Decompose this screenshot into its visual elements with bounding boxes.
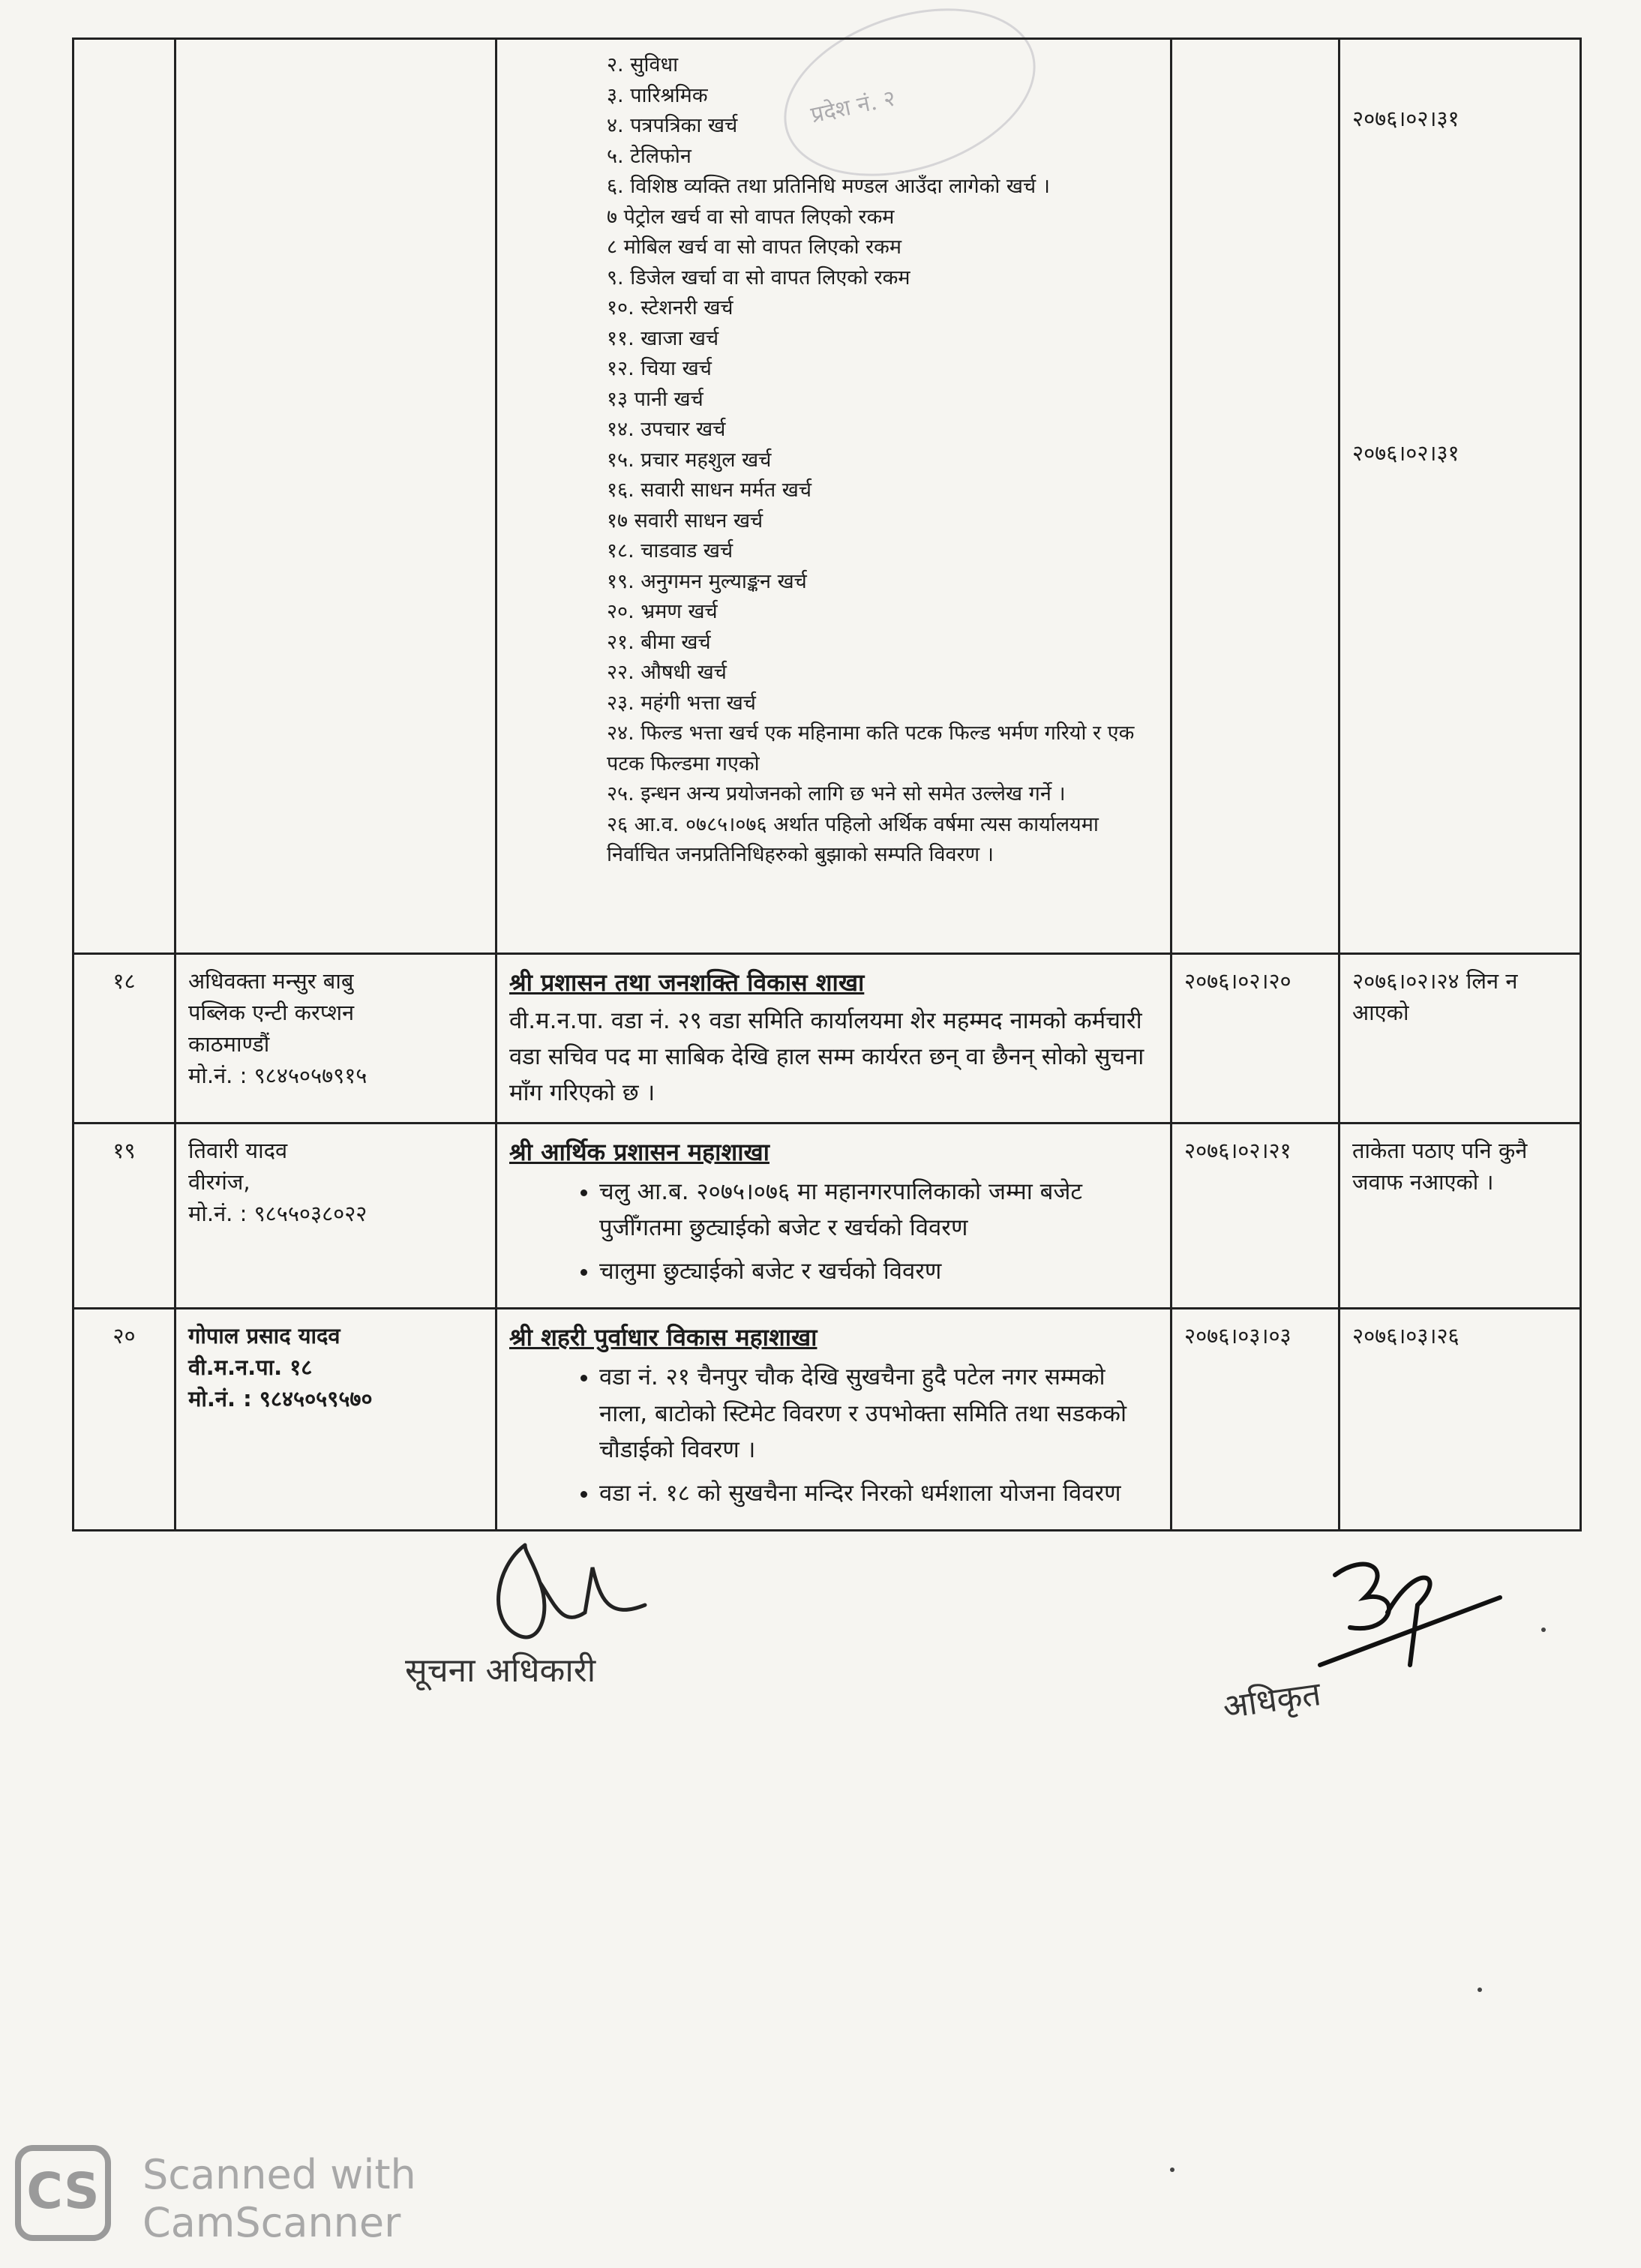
date-provided-b: २०७६।०२।३१ — [1352, 440, 1460, 466]
requester-phone: मो.नं. : ९८५५०३८०२२ — [188, 1200, 368, 1226]
table-row — [74, 1123, 1581, 1309]
office-heading: श्री शहरी पुर्वाधार विकास महाशाखा — [509, 1323, 818, 1352]
list-item: १२. चिया खर्च — [607, 357, 712, 380]
cell-sn: २० — [74, 1309, 176, 1531]
camscanner-logo: CS — [15, 2145, 111, 2241]
list-item: • वडा नं. १८ को सुखचैना मन्दिर निरको धर्मशाला योजना विवरण — [599, 1475, 1158, 1511]
cell-sn — [74, 39, 176, 954]
table-row — [74, 1309, 1581, 1531]
cell-date-requested: २०७६।०२।२० — [1172, 954, 1340, 1124]
request-bullets — [509, 1174, 1158, 1289]
cell-details — [496, 954, 1172, 1124]
cell-status: ताकेता पठाए पनि कुनै जवाफ नआएको । — [1340, 1123, 1581, 1309]
list-item: २६ आ.व. ०७८५।०७६ अर्थात पहिलो अर्थिक वर्षमा त्यस कार्यालयमा निर्वाचित जनप्रतिनिधिहरुको बुझाको सम्पति विवरण । — [607, 812, 1099, 866]
list-item: २१. बीमा खर्च — [607, 630, 711, 654]
list-item: १७ सवारी साधन खर्च — [607, 508, 764, 532]
cell-requester — [176, 954, 496, 1124]
list-item: १५. प्रचार महशुल खर्च — [607, 448, 772, 472]
list-item: • वडा नं. २१ चैनपुर चौक देखि सुखचैना हुदै पटेल नगर सम्मको नाला, बाटोको स्टिमेट विवरण र उपभोक्ता समिति तथा सडकको चौडाईको विवरण । — [599, 1359, 1158, 1467]
list-item: ७ पेट्रोल खर्च वा सो वापत लिएको रकम — [607, 205, 895, 229]
cell-date-requested: २०७६।०३।०३ — [1172, 1309, 1340, 1531]
requester-line: काठमाण्डौं — [188, 1031, 270, 1058]
list-item: १९. अनुगमन मुल्याङ्कन खर्च — [607, 569, 807, 593]
requester-line: वीरगंज, — [188, 1168, 250, 1195]
date-provided-a: २०७६।०२।३१ — [1352, 106, 1460, 131]
cell-date-requested: २०७६।०२।२१ — [1172, 1123, 1340, 1309]
requester-line: अधिवक्ता मन्सुर बाबु — [188, 968, 354, 994]
speck — [1478, 1988, 1482, 1992]
cell-sn: १८ — [74, 954, 176, 1124]
list-item: • चालुमा छुट्याईको बजेट र खर्चको विवरण — [599, 1253, 1158, 1289]
cell-date-requested — [1172, 39, 1340, 954]
table-row-continuation — [74, 39, 1581, 954]
requester-line: गोपाल प्रसाद यादव — [188, 1323, 340, 1349]
list-item: ८ मोबिल खर्च वा सो वापत लिएको रकम — [607, 236, 902, 259]
list-item: ५. टेलिफोन — [607, 144, 692, 168]
cell-requester — [176, 1309, 496, 1531]
list-item: १६. सवारी साधन मर्मत खर्च — [607, 478, 812, 502]
list-item: • चलु आ.ब. २०७५।०७६ मा महानगरपालिकाको जम्मा बजेट पुजीँगतमा छुट्याईको बजेट र खर्चको विवरण — [599, 1174, 1158, 1246]
list-item: २०. भ्रमण खर्च — [607, 600, 718, 623]
list-item: २२. औषधी खर्च — [607, 661, 727, 684]
information-request-table — [72, 38, 1582, 1532]
cell-details — [496, 1123, 1172, 1309]
list-item: १३ पानी खर्च — [607, 387, 704, 411]
cell-requester — [176, 39, 496, 954]
speck — [1170, 2168, 1174, 2172]
requester-line: पब्लिक एन्टी करप्शन — [188, 1000, 355, 1026]
camscanner-watermark — [142, 2151, 416, 2247]
list-item: २. सुविधा — [607, 53, 679, 76]
requester-line: वी.म.न.पा. १८ — [188, 1354, 313, 1381]
watermark-line-2: CamScanner — [142, 2199, 401, 2246]
cell-status — [1340, 39, 1581, 954]
requester-line: तिवारी यादव — [188, 1137, 288, 1163]
request-body: वी.म.न.पा. वडा नं. २९ वडा समिति कार्यालयमा शेर महम्मद नामको कर्मचारी वडा सचिव पद मा साबिक देखि हाल सम्म कार्यरत छन् वा छैनन् सोको सुचना माँग गरिएको छ । — [509, 1007, 1144, 1107]
list-item: ६. विशिष्ठ व्यक्ति तथा प्रतिनिधि मण्डल आउँदा लागेको खर्च । — [607, 175, 1050, 198]
cell-status: २०७६।०३।२६ — [1340, 1309, 1581, 1531]
cell-details — [496, 1309, 1172, 1531]
list-item: ११. खाजा खर्च — [607, 326, 719, 350]
office-heading: श्री आर्थिक प्रशासन महाशाखा — [509, 1137, 770, 1166]
list-item: ९. डिजेल खर्चा वा सो वापत लिएको रकम — [607, 266, 910, 290]
cell-details — [496, 39, 1172, 954]
cell-requester — [176, 1123, 496, 1309]
cell-sn: १९ — [74, 1123, 176, 1309]
list-item: १८. चाडवाड खर्च — [607, 539, 734, 562]
requester-phone: मो.नं. : ९८४५०५७९१५ — [188, 1063, 368, 1089]
watermark-line-1: Scanned with — [142, 2151, 416, 2198]
requester-phone: मो.नं. : ९८४५०५९५७० — [188, 1386, 373, 1412]
list-item: २५. इन्धन अन्य प्रयोजनको लागि छ भने सो समेत उल्लेख गर्ने । — [607, 782, 1066, 806]
list-item: ३. पारिश्रमिक — [607, 83, 708, 107]
list-item: १४. उपचार खर्च — [607, 418, 726, 441]
list-item: १०. स्टेशनरी खर्च — [607, 296, 734, 320]
office-heading: श्री प्रशासन तथा जनशक्ति विकास शाखा — [509, 968, 865, 997]
officer-label: अधिकृत — [1220, 1675, 1324, 1726]
list-item: ४. पत्रपत्रिका खर्च — [607, 114, 738, 137]
expense-items-list — [509, 50, 1158, 871]
officer-signature — [1305, 1545, 1515, 1680]
request-bullets — [509, 1359, 1158, 1510]
list-item: २४. फिल्ड भत्ता खर्च एक महिनामा कति पटक फिल्ड भर्मण गरियो र एक पटक फिल्डमा गएको — [607, 722, 1135, 776]
stamp-text: प्रदेश नं. २ — [808, 85, 898, 129]
cell-status: २०७६।०२।२४ लिन न आएको — [1340, 954, 1581, 1124]
table-row — [74, 954, 1581, 1124]
speck — [1541, 1628, 1546, 1632]
list-item: २३. महंगी भत्ता खर्च — [607, 691, 756, 715]
information-officer-label: सूचना अधिकारी — [405, 1652, 596, 1690]
